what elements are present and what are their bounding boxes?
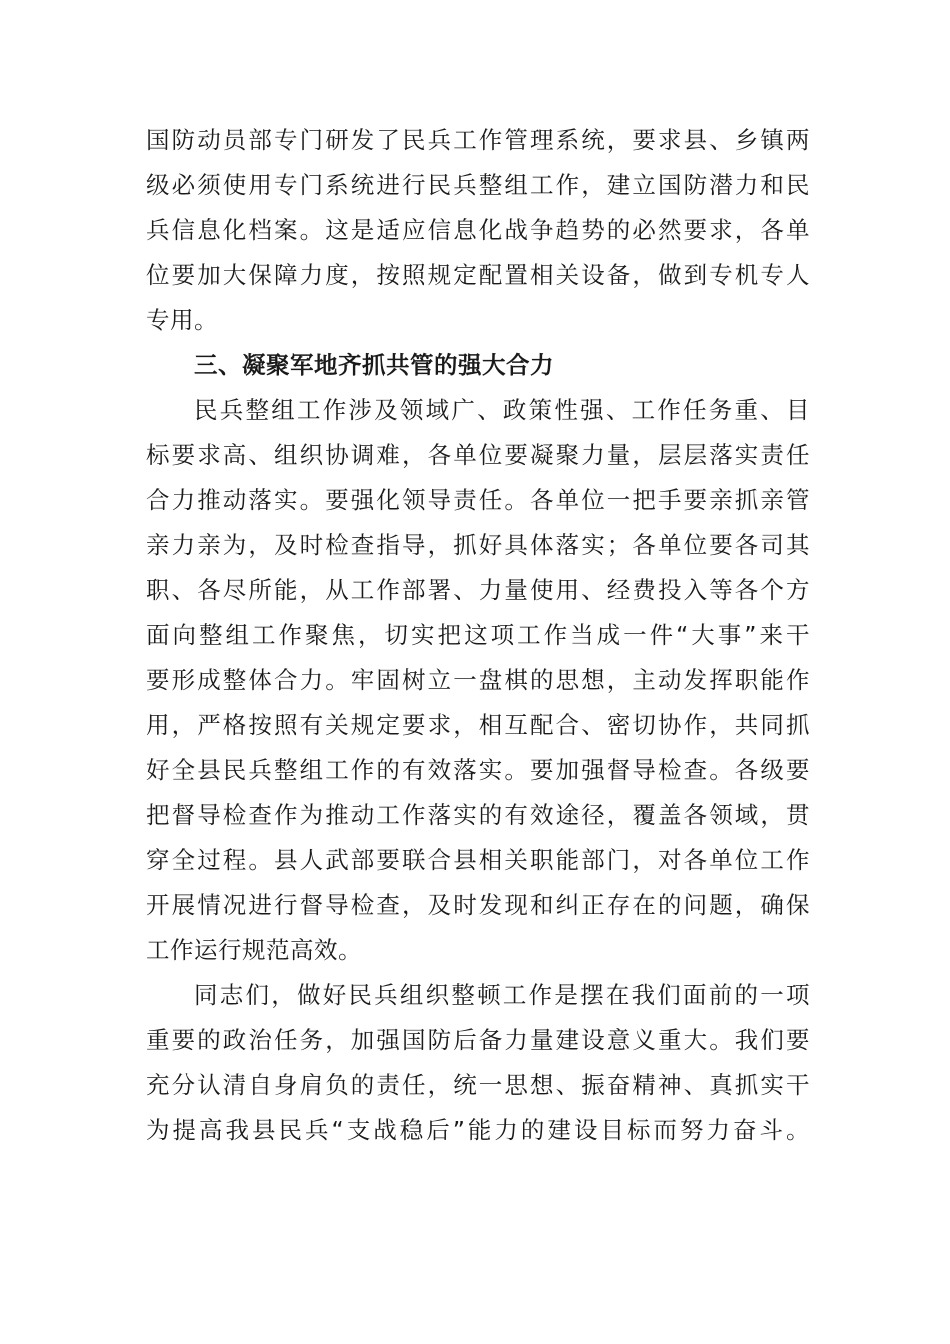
paragraph-2	[146, 388, 810, 973]
text-line: 开展情况进行督导检查，及时发现和纠正存在的问题，确保	[146, 891, 810, 919]
text-line: 职、各尽所能，从工作部署、力量使用、经费投入等各个方	[146, 576, 810, 604]
text-line: 亲力亲为，及时检查指导，抓好具体落实；各单位要各司其	[146, 531, 810, 559]
text-line: 面向整组工作聚焦，切实把这项工作当成一件“大事”来干	[146, 621, 810, 649]
paragraph-3	[146, 973, 810, 1153]
document-body	[146, 118, 810, 1153]
text-line: 级必须使用专门系统进行民兵整组工作，建立国防潜力和民	[146, 171, 810, 199]
text-line: 同志们，做好民兵组织整顿工作是摆在我们面前的一项	[194, 981, 810, 1009]
paragraph-1	[146, 118, 810, 343]
text-line: 工作运行规范高效。	[146, 936, 362, 964]
text-line: 合力推动落实。要强化领导责任。各单位一把手要亲抓亲管	[146, 486, 810, 514]
text-line: 标要求高、组织协调难，各单位要凝聚力量，层层落实责任	[146, 441, 810, 469]
text-line: 位要加大保障力度，按照规定配置相关设备，做到专机专人	[146, 261, 810, 289]
text-line: 把督导检查作为推动工作落实的有效途径，覆盖各领域，贯	[146, 801, 810, 829]
text-line: 重要的政治任务，加强国防后备力量建设意义重大。我们要	[146, 1026, 810, 1054]
text-line: 民兵整组工作涉及领域广、政策性强、工作任务重、目	[194, 396, 810, 424]
text-line: 兵信息化档案。这是适应信息化战争趋势的必然要求，各单	[146, 216, 810, 244]
text-line: 为提高我县民兵“支战稳后”能力的建设目标而努力奋斗。	[146, 1116, 810, 1144]
text-line: 要形成整体合力。牢固树立一盘棋的思想，主动发挥职能作	[146, 666, 810, 694]
text-line: 充分认清自身肩负的责任，统一思想、振奋精神、真抓实干	[146, 1071, 810, 1099]
text-line: 穿全过程。县人武部要联合县相关职能部门，对各单位工作	[146, 846, 810, 874]
section-heading: 三、凝聚军地齐抓共管的强大合力	[194, 351, 554, 379]
text-line: 好全县民兵整组工作的有效落实。要加强督导检查。各级要	[146, 756, 810, 784]
text-line: 用，严格按照有关规定要求，相互配合、密切协作，共同抓	[146, 711, 810, 739]
text-line: 专用。	[146, 306, 218, 334]
text-line: 国防动员部专门研发了民兵工作管理系统，要求县、乡镇两	[146, 126, 810, 154]
